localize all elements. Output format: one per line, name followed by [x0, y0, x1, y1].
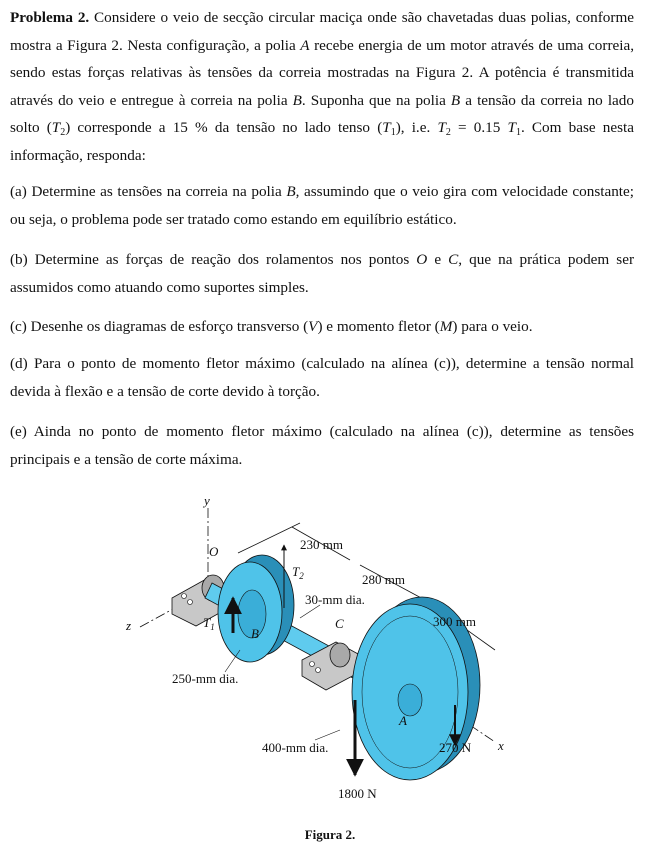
item-c-text-2: ) e momento fletor (: [317, 318, 440, 335]
var-t: T: [51, 119, 61, 136]
var-b: B: [292, 91, 302, 109]
var-t: T: [437, 119, 446, 136]
label-x: x: [498, 738, 504, 753]
item-b-var-2: C: [448, 251, 459, 268]
intro-text-6: ), i.e.: [395, 119, 438, 136]
var-t: T: [507, 119, 516, 136]
intro-text-7: = 0.15: [450, 119, 508, 136]
label-o: O: [209, 544, 219, 559]
label-230mm: 230 mm: [300, 537, 343, 552]
label-t2: $T_2$: [292, 564, 304, 581]
var-a: A: [300, 36, 310, 54]
item-c-var-1: V: [308, 318, 318, 335]
item-b: [10, 246, 634, 301]
figure-caption: Figura 2.: [304, 827, 356, 842]
sub-2: 2: [445, 127, 451, 138]
label-a: A: [399, 713, 407, 728]
item-d: [10, 350, 634, 405]
intro-text-4: a tensão da correia no lado solto (: [10, 91, 634, 136]
item-c: [10, 313, 634, 341]
item-c-text-1: (c) Desenhe os diagramas de esforço transverso (: [10, 318, 309, 335]
intro-text-1: Considere o veio de secção circular maciça onde são chavetadas duas polias, conforme mostra a Figura 2. Nesta configuração, a polia: [10, 9, 634, 54]
label-shaft-dia: 30-mm dia.: [305, 592, 365, 607]
var-b-2: B: [450, 91, 461, 109]
item-a-text-1: (a) Determine as tensões na correia na polia: [10, 183, 287, 200]
label-280mm: 280 mm: [362, 572, 405, 587]
sub-1: 1: [515, 127, 521, 138]
item-b-var-1: O: [416, 251, 428, 268]
sub-2: 2: [60, 127, 66, 138]
dim-230-line: [238, 523, 300, 553]
sub-1: 1: [390, 127, 396, 138]
item-d-text: (d) Para o ponto de momento fletor máximo (calculado na alínea (c)), determine a tensão normal devida à flexão e a tensão de corte devido à torção.: [10, 355, 634, 400]
label-z: z: [126, 618, 132, 633]
label-270n: 270 N: [439, 740, 472, 755]
item-a: [10, 178, 634, 233]
intro-text-5: ) corresponde a 15 % da tensão no lado tenso (: [65, 119, 383, 136]
item-e-text: (e) Ainda no ponto de momento fletor máximo (calculado na alínea (c)), determine as tensões principais e a tensão de corte máxima.: [10, 423, 634, 468]
item-c-var-2: M: [439, 318, 453, 335]
item-b-text-3: , que na prática podem ser assumidos como atuando como suportes simples.: [10, 251, 634, 296]
item-a-text-2: , assumindo que o veio gira com velocidade constante; ou seja, o problema pode ser tratado como estando em equilíbrio estático.: [10, 183, 634, 228]
label-300mm: 300 mm: [433, 614, 476, 629]
pulley-b: [218, 555, 294, 662]
problem-heading: Problema 2.: [10, 9, 90, 26]
intro-text-3: . Suponha que na polia: [301, 91, 451, 109]
label-c: C: [335, 616, 344, 631]
label-t1: $T_1$: [203, 615, 215, 632]
problem-statement: [10, 4, 634, 169]
label-b: B: [251, 626, 259, 641]
item-b-text-1: (b) Determine as forças de reação dos rolamentos nos pontos: [10, 251, 417, 268]
item-e: [10, 418, 634, 473]
label-y: y: [204, 493, 210, 508]
intro-text-2: recebe energia de um motor através de uma correia, sendo estas forças relativas às tensões da correia mostradas na Figura 2. A potência é transmitida através do veio e entregue à correia na polia: [10, 36, 635, 109]
label-1800n: 1800 N: [338, 786, 377, 801]
item-c-text-3: ) para o veio.: [452, 318, 533, 335]
figure-shaft-pulleys: [0, 490, 660, 820]
intro-text-8: . Com base nesta informação, responda:: [10, 119, 634, 164]
label-pulley-b-dia: 250-mm dia.: [172, 671, 239, 686]
label-pulley-a-dia: 400-mm dia.: [262, 740, 329, 755]
leader-400: [315, 730, 340, 740]
item-a-var: B: [286, 183, 296, 200]
var-t: T: [382, 119, 391, 136]
item-b-text-2: e: [427, 251, 449, 268]
